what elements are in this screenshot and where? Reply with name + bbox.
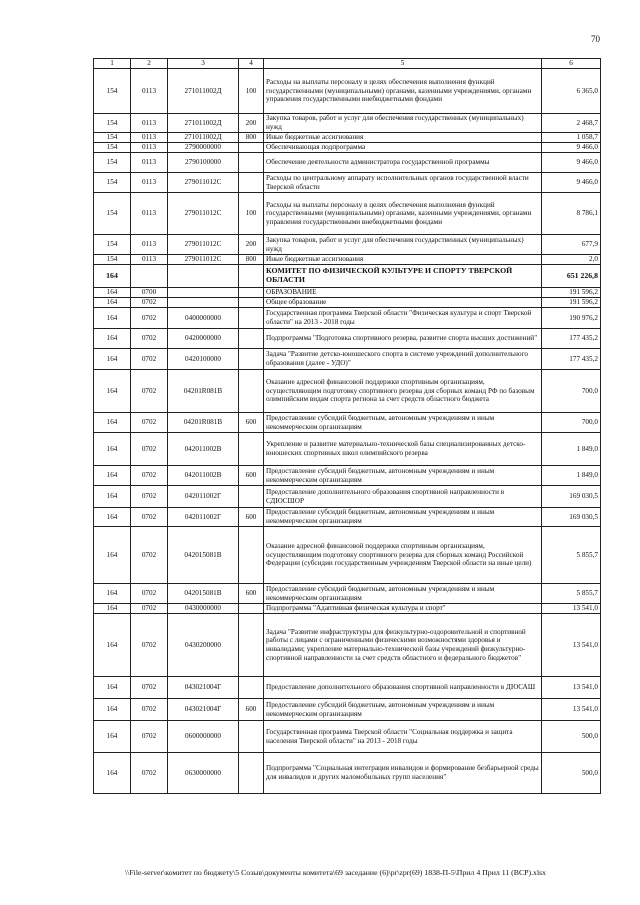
cell-section: 0702 — [131, 349, 168, 370]
cell-section: 0113 — [131, 255, 168, 265]
cell-grbs: 164 — [94, 486, 131, 508]
cell-grbs: 154 — [94, 173, 131, 193]
cell-type: 200 — [239, 114, 264, 133]
cell-amount: 169 030,5 — [542, 508, 601, 527]
column-header: 3 — [168, 59, 239, 69]
cell-name: Предоставление субсидий бюджетным, автономным учреждениям и иным некоммерческим организациям — [264, 584, 542, 604]
cell-type — [239, 677, 264, 699]
cell-name: Расходы на выплаты персоналу в целях обеспечения выполнения функций государственными (муниципальными) органами, казенными учреждениями, органами управления государственными внебюджетными фондами — [264, 69, 542, 114]
cell-section: 0702 — [131, 413, 168, 433]
cell-grbs: 164 — [94, 527, 131, 584]
cell-section: 0113 — [131, 173, 168, 193]
cell-type — [239, 173, 264, 193]
cell-target: 042011002В — [168, 433, 239, 466]
cell-section: 0702 — [131, 527, 168, 584]
cell-name: Обеспечение деятельности администратора государственной программы — [264, 153, 542, 173]
column-header: 6 — [542, 59, 601, 69]
cell-type — [239, 349, 264, 370]
cell-type — [239, 153, 264, 173]
cell-section: 0702 — [131, 614, 168, 677]
cell-type — [239, 604, 264, 614]
table-row — [94, 133, 601, 143]
table-row — [94, 486, 601, 508]
cell-amount: 1 058,7 — [542, 133, 601, 143]
cell-section: 0702 — [131, 370, 168, 413]
cell-target: 2790000000 — [168, 143, 239, 153]
cell-amount: 13 541,0 — [542, 699, 601, 721]
table-row — [94, 193, 601, 235]
column-header: 4 — [239, 59, 264, 69]
cell-type — [239, 527, 264, 584]
cell-section: 0702 — [131, 753, 168, 794]
cell-type: 600 — [239, 413, 264, 433]
cell-type: 600 — [239, 584, 264, 604]
cell-section: 0702 — [131, 466, 168, 486]
cell-section: 0113 — [131, 143, 168, 153]
cell-target: 042011002Г — [168, 508, 239, 527]
cell-grbs: 164 — [94, 329, 131, 349]
cell-grbs: 154 — [94, 255, 131, 265]
table-row — [94, 370, 601, 413]
cell-grbs: 154 — [94, 133, 131, 143]
cell-type — [239, 298, 264, 308]
cell-target: 279011012С — [168, 193, 239, 235]
cell-amount: 500,0 — [542, 753, 601, 794]
cell-amount: 169 030,5 — [542, 486, 601, 508]
cell-name: Подпрограмма "Подготовка спортивного резерва, развитие спорта высших достижений" — [264, 329, 542, 349]
cell-target: 279011012С — [168, 235, 239, 255]
cell-type — [239, 433, 264, 466]
cell-type — [239, 265, 264, 288]
cell-section: 0113 — [131, 69, 168, 114]
cell-amount: 1 849,0 — [542, 433, 601, 466]
table-row — [94, 265, 601, 288]
cell-grbs: 164 — [94, 604, 131, 614]
table-row — [94, 413, 601, 433]
table-body — [94, 69, 601, 794]
cell-amount: 2,0 — [542, 255, 601, 265]
cell-grbs: 164 — [94, 508, 131, 527]
cell-type: 600 — [239, 466, 264, 486]
cell-target: 0630000000 — [168, 753, 239, 794]
cell-name: Оказание адресной финансовой поддержки спортивным организациям, осуществляющим подготовку спортивного резерва для сборных команд Российской Федерации (субсидии государственным учреждениям Тверской области на иные цели) — [264, 527, 542, 584]
table-row — [94, 329, 601, 349]
cell-target: 043021004Г — [168, 677, 239, 699]
cell-amount: 700,0 — [542, 370, 601, 413]
cell-target: 271011002Д — [168, 133, 239, 143]
cell-type — [239, 753, 264, 794]
cell-amount: 190 976,2 — [542, 308, 601, 329]
cell-name: Предоставление субсидий бюджетным, автономным учреждениям и иным некоммерческим организациям — [264, 699, 542, 721]
cell-type — [239, 308, 264, 329]
cell-section: 0113 — [131, 153, 168, 173]
cell-grbs: 154 — [94, 235, 131, 255]
cell-type — [239, 721, 264, 753]
table-row — [94, 173, 601, 193]
cell-name: Предоставление дополнительного образования спортивной направленности в СДЮСШОР — [264, 486, 542, 508]
cell-section — [131, 265, 168, 288]
cell-grbs: 164 — [94, 677, 131, 699]
page-number: 70 — [591, 34, 600, 44]
cell-type: 800 — [239, 255, 264, 265]
table-row — [94, 308, 601, 329]
table-row — [94, 466, 601, 486]
cell-target: 0600000000 — [168, 721, 239, 753]
cell-target: 0420000000 — [168, 329, 239, 349]
table-row — [94, 584, 601, 604]
cell-type: 600 — [239, 508, 264, 527]
cell-grbs: 164 — [94, 721, 131, 753]
cell-type — [239, 143, 264, 153]
cell-target: 0420100000 — [168, 349, 239, 370]
cell-amount: 6 365,0 — [542, 69, 601, 114]
cell-section: 0700 — [131, 288, 168, 298]
cell-target: 0400000000 — [168, 308, 239, 329]
cell-grbs: 164 — [94, 466, 131, 486]
cell-target: 0430200000 — [168, 614, 239, 677]
cell-amount: 13 541,0 — [542, 677, 601, 699]
cell-type — [239, 486, 264, 508]
cell-target — [168, 298, 239, 308]
cell-name: КОМИТЕТ ПО ФИЗИЧЕСКОЙ КУЛЬТУРЕ И СПОРТУ ТВЕРСКОЙ ОБЛАСТИ — [264, 265, 542, 288]
cell-grbs: 164 — [94, 413, 131, 433]
cell-amount: 9 466,0 — [542, 153, 601, 173]
cell-name: Оказание адресной финансовой поддержки спортивным организациям, осуществляющим подготовку спортивного резерва для сборных команд РФ по базовым олимпийским видам спорта региона за счет средств областного бюджета — [264, 370, 542, 413]
cell-target: 04201R081В — [168, 413, 239, 433]
cell-name: Предоставление субсидий бюджетным, автономным учреждениям и иным некоммерческим организациям — [264, 413, 542, 433]
table-row — [94, 298, 601, 308]
cell-amount: 8 786,1 — [542, 193, 601, 235]
cell-target — [168, 288, 239, 298]
table-row — [94, 677, 601, 699]
column-header: 5 — [264, 59, 542, 69]
cell-grbs: 164 — [94, 584, 131, 604]
table-row — [94, 288, 601, 298]
table-row — [94, 699, 601, 721]
table-row — [94, 69, 601, 114]
cell-amount: 2 468,7 — [542, 114, 601, 133]
cell-target: 0430000000 — [168, 604, 239, 614]
cell-name: Обеспечивающая подпрограмма — [264, 143, 542, 153]
cell-amount: 9 466,0 — [542, 143, 601, 153]
cell-section: 0702 — [131, 433, 168, 466]
cell-amount: 677,9 — [542, 235, 601, 255]
cell-name: Иные бюджетные ассигнования — [264, 133, 542, 143]
table-row — [94, 143, 601, 153]
cell-section: 0113 — [131, 235, 168, 255]
cell-section: 0702 — [131, 721, 168, 753]
cell-grbs: 164 — [94, 349, 131, 370]
cell-name: Государственная программа Тверской области "Социальная поддержка и защита населения Тверской области" на 2013 - 2018 годы — [264, 721, 542, 753]
cell-target: 04201R081В — [168, 370, 239, 413]
cell-name: Расходы по центральному аппарату исполнительных органов государственной власти Тверской области — [264, 173, 542, 193]
table-row — [94, 508, 601, 527]
cell-name: Задача "Развитие инфраструктуры для физкультурно-оздоровительной и спортивной работы с лицами с ограниченными физическими возможностями здоровья и инвалидами; укрепление материально-технической базы учреждений физкультурно-спортивной направленности за счет средств областного и федерального бюджетов" — [264, 614, 542, 677]
cell-type — [239, 288, 264, 298]
cell-amount: 5 855,7 — [542, 584, 601, 604]
cell-amount: 191 596,2 — [542, 288, 601, 298]
cell-name: Укрепление и развитие материально-технической базы специализированных детско-юношеских спортивных школ олимпийского резерва — [264, 433, 542, 466]
table-row — [94, 527, 601, 584]
cell-name: Общее образование — [264, 298, 542, 308]
cell-target — [168, 265, 239, 288]
cell-amount: 651 226,8 — [542, 265, 601, 288]
table-row — [94, 349, 601, 370]
table-row — [94, 114, 601, 133]
cell-name: Предоставление субсидий бюджетным, автономным учреждениям и иным некоммерческим организациям — [264, 508, 542, 527]
cell-grbs: 164 — [94, 265, 131, 288]
table-row — [94, 433, 601, 466]
cell-name: Задача "Развитие детско-юношеского спорта в системе учреждений дополнительного образования (далее - УДО)" — [264, 349, 542, 370]
cell-amount: 13 541,0 — [542, 604, 601, 614]
cell-amount: 700,0 — [542, 413, 601, 433]
column-header: 1 — [94, 59, 131, 69]
cell-target: 271011002Д — [168, 114, 239, 133]
cell-name: Иные бюджетные ассигнования — [264, 255, 542, 265]
cell-type — [239, 614, 264, 677]
column-header: 2 — [131, 59, 168, 69]
cell-amount: 9 466,0 — [542, 173, 601, 193]
table-row — [94, 255, 601, 265]
cell-name: Расходы на выплаты персоналу в целях обеспечения выполнения функций государственными (муниципальными) органами, казенными учреждениями, органами управления государственными внебюджетными фондами — [264, 193, 542, 235]
cell-grbs: 154 — [94, 114, 131, 133]
cell-section: 0113 — [131, 133, 168, 143]
cell-name: Закупка товаров, работ и услуг для обеспечения государственных (муниципальных) нужд — [264, 114, 542, 133]
cell-grbs: 164 — [94, 288, 131, 298]
cell-section: 0702 — [131, 298, 168, 308]
cell-target: 043021004Г — [168, 699, 239, 721]
cell-amount: 500,0 — [542, 721, 601, 753]
budget-table — [93, 58, 601, 794]
cell-grbs: 164 — [94, 370, 131, 413]
cell-section: 0702 — [131, 699, 168, 721]
cell-type: 800 — [239, 133, 264, 143]
cell-grbs: 154 — [94, 143, 131, 153]
cell-name: Государственная программа Тверской области "Физическая культура и спорт Тверской области" на 2013 - 2018 годы — [264, 308, 542, 329]
cell-amount: 5 855,7 — [542, 527, 601, 584]
table-row — [94, 235, 601, 255]
cell-target: 2790100000 — [168, 153, 239, 173]
cell-section: 0702 — [131, 508, 168, 527]
cell-type: 100 — [239, 193, 264, 235]
cell-target: 279011012С — [168, 173, 239, 193]
cell-name: Подпрограмма "Адаптивная физическая культура и спорт" — [264, 604, 542, 614]
cell-target: 271011002Д — [168, 69, 239, 114]
cell-section: 0702 — [131, 308, 168, 329]
cell-grbs: 164 — [94, 298, 131, 308]
cell-amount: 177 435,2 — [542, 329, 601, 349]
cell-target: 042011002Г — [168, 486, 239, 508]
cell-name: Закупка товаров, работ и услуг для обеспечения государственных (муниципальных) нужд — [264, 235, 542, 255]
table-row — [94, 614, 601, 677]
cell-section: 0113 — [131, 193, 168, 235]
cell-section: 0702 — [131, 329, 168, 349]
cell-name: ОБРАЗОВАНИЕ — [264, 288, 542, 298]
cell-name: Предоставление дополнительного образования спортивной направленности в ДЮСАШ — [264, 677, 542, 699]
file-path-footer: \\File-server\комитет по бюджету\5 Созыв\документы комитета\69 заседание (6)\pr\zpr(69) 1838-П-5\Прил 4 Прил 11 (ВСР).xlsx — [125, 868, 547, 877]
cell-grbs: 164 — [94, 433, 131, 466]
cell-amount: 191 596,2 — [542, 298, 601, 308]
cell-grbs: 164 — [94, 753, 131, 794]
cell-section: 0702 — [131, 486, 168, 508]
cell-type — [239, 329, 264, 349]
table-row — [94, 604, 601, 614]
table-row — [94, 753, 601, 794]
cell-type: 600 — [239, 699, 264, 721]
cell-amount: 1 849,0 — [542, 466, 601, 486]
cell-section: 0702 — [131, 584, 168, 604]
cell-target: 042011002В — [168, 466, 239, 486]
table-row — [94, 153, 601, 173]
table-row — [94, 721, 601, 753]
cell-name: Подпрограмма "Социальная интеграция инвалидов и формирование безбарьерной среды для инвалидов и других маломобильных групп населения" — [264, 753, 542, 794]
cell-type: 200 — [239, 235, 264, 255]
cell-type: 100 — [239, 69, 264, 114]
cell-grbs: 154 — [94, 69, 131, 114]
cell-grbs: 154 — [94, 153, 131, 173]
cell-section: 0702 — [131, 677, 168, 699]
cell-section: 0702 — [131, 604, 168, 614]
header-row — [94, 59, 601, 69]
cell-grbs: 164 — [94, 614, 131, 677]
cell-section: 0113 — [131, 114, 168, 133]
cell-amount: 13 541,0 — [542, 614, 601, 677]
cell-grbs: 154 — [94, 193, 131, 235]
cell-amount: 177 435,2 — [542, 349, 601, 370]
cell-target: 279011012С — [168, 255, 239, 265]
cell-target: 042015081В — [168, 584, 239, 604]
cell-grbs: 164 — [94, 308, 131, 329]
cell-grbs: 164 — [94, 699, 131, 721]
cell-type — [239, 370, 264, 413]
cell-name: Предоставление субсидий бюджетным, автономным учреждениям и иным некоммерческим организациям — [264, 466, 542, 486]
cell-target: 042015081В — [168, 527, 239, 584]
